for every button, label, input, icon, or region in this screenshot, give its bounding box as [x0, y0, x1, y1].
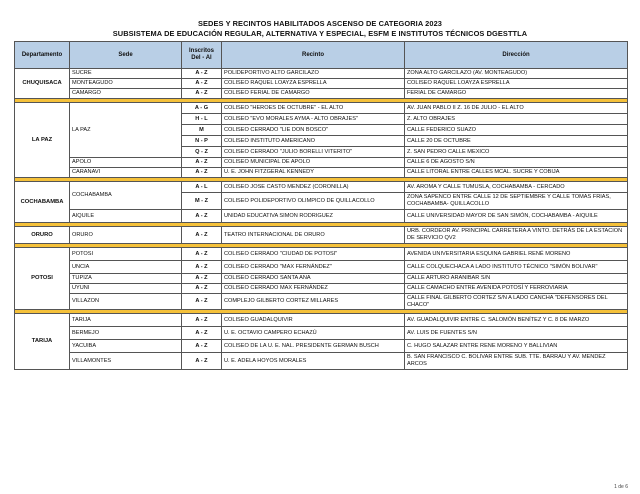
col-departamento: Departamento	[15, 42, 70, 69]
direccion-cell: CALLE COLQUECHACA A LADO INSTITUTO TÉCNICO "SIMÓN BOLIVAR"	[405, 261, 628, 274]
sede-cell: COCHABAMBA	[70, 182, 182, 210]
recinto-cell: COLISEO CERRADO "LIE DON BOSCO"	[222, 125, 405, 136]
col-direccion: Dirección	[405, 42, 628, 69]
sede-cell: CAMARGO	[70, 89, 182, 99]
recinto-cell: COLISEO "HEROES DE OCTUBRE" - EL ALTO	[222, 103, 405, 114]
direccion-cell: CALLE LITORAL ENTRE CALLES MCAL. SUCRE Y COBIJA	[405, 168, 628, 178]
col-inscritos: Inscritos Del - Al	[182, 42, 222, 69]
table-row	[15, 314, 628, 327]
recinto-cell: COLISEO CERRADO MAX FERNÁNDEZ	[222, 284, 405, 294]
direccion-cell: CALLE FINAL GILBERTO CORTEZ S/N A LADO CANCHA "DEFENSORES DEL CHACO"	[405, 294, 628, 310]
inscritos-cell: Q - Z	[182, 147, 222, 158]
sede-cell: BERMEJO	[70, 327, 182, 340]
table-row	[15, 227, 628, 244]
sede-cell: YACUIBA	[70, 340, 182, 353]
direccion-cell: CALLE UNIVERSIDAD MAYOR DE SAN SIMÓN, COCHABAMBA - AIQUILE	[405, 210, 628, 223]
table-row	[15, 294, 628, 310]
recinto-cell: COLISEO CERRADO "MAX FERNÁNDEZ"	[222, 261, 405, 274]
inscritos-cell: A - Z	[182, 89, 222, 99]
sedes-table	[14, 41, 628, 370]
document-title: SEDES Y RECINTOS HABILITADOS ASCENSO DE CATEGORIA 2023	[198, 19, 442, 28]
table-row	[15, 79, 628, 89]
sede-cell: POTOSI	[70, 248, 182, 261]
recinto-cell: U. E. JOHN FITZGERAL KENNEDY	[222, 168, 405, 178]
recinto-cell: U. E. ADELA HOYOS MORALES	[222, 353, 405, 370]
inscritos-cell: A - Z	[182, 294, 222, 310]
direccion-cell: AVENIDA UNIVERSITARIA ESQUINA GABRIEL RENÉ MORENO	[405, 248, 628, 261]
sede-cell: ORURO	[70, 227, 182, 244]
table-row	[15, 158, 628, 168]
recinto-cell: UNIDAD EDUCATIVA SIMON RODRIGUEZ	[222, 210, 405, 223]
sede-cell: APOLO	[70, 158, 182, 168]
departamento-cell: LA PAZ	[15, 103, 70, 178]
inscritos-cell: A - Z	[182, 340, 222, 353]
direccion-cell: Z. SAN PEDRO CALLE MEXICO	[405, 147, 628, 158]
direccion-cell: Z. ALTO OBRAJES	[405, 114, 628, 125]
direccion-cell: COLISEO RAQUEL LOAYZA ESPRELLA	[405, 79, 628, 89]
inscritos-cell: M	[182, 125, 222, 136]
col-recinto: Recinto	[222, 42, 405, 69]
direccion-cell: B. SAN FRANCISCO C. BOLIVAR ENTRE SUB. TTE. BARRAU Y AV. MENDEZ ARCOS	[405, 353, 628, 370]
recinto-cell: COLISEO MUNICIPAL DE APOLO	[222, 158, 405, 168]
table-row	[15, 103, 628, 114]
inscritos-cell: A - Z	[182, 227, 222, 244]
inscritos-cell: A - Z	[182, 284, 222, 294]
direccion-cell: C. HUGO SALAZAR ENTRE RENE MORENO Y BALLIVIAN	[405, 340, 628, 353]
recinto-cell: COLISEO CERRADO "CIUDAD DE POTOSI"	[222, 248, 405, 261]
departamento-cell: ORURO	[15, 227, 70, 244]
recinto-cell: COLISEO JOSE CASTO MENDEZ (CORONILLA)	[222, 182, 405, 193]
recinto-cell: COLISEO CERRADO "JULIO BORELLI VITERITO"	[222, 147, 405, 158]
inscritos-cell: A - Z	[182, 353, 222, 370]
table-header-row	[15, 42, 628, 69]
inscritos-cell: A - Z	[182, 79, 222, 89]
sede-cell: MONTEAGUDO	[70, 79, 182, 89]
table-row	[15, 210, 628, 223]
direccion-cell: URB. CORDEOR AV. PRINCIPAL CARRETERA A VINTO. DETRÁS DE LA ESTACION DE SERVICIO QV2	[405, 227, 628, 244]
table-row	[15, 168, 628, 178]
document-subtitle: SUBSISTEMA DE EDUCACIÓN REGULAR, ALTERNATIVA Y ESPECIAL, ESFM E INSTITUTOS TÉCNICOS DGESTTLA	[112, 29, 528, 38]
recinto-cell: COLISEO INSTITUTO AMERICANO	[222, 136, 405, 147]
direccion-cell: ZONA ALTO GARCILAZO (AV. MONTEAGUDO)	[405, 69, 628, 79]
table-row	[15, 182, 628, 193]
recinto-cell: U. E. OCTAVIO CAMPERO ECHAZÚ	[222, 327, 405, 340]
inscritos-cell: A - G	[182, 103, 222, 114]
recinto-cell: COLISEO FERIAL DE CAMARGO	[222, 89, 405, 99]
table-row	[15, 248, 628, 261]
direccion-cell: AV. AROMA Y CALLE TUMUSLA, COCHABAMBA - CERCADO	[405, 182, 628, 193]
direccion-cell: CALLE FEDERICO SUAZO	[405, 125, 628, 136]
table-row	[15, 327, 628, 340]
recinto-cell: COLISEO POLIDEPORTIVO OLIMPICO DE QUILLACOLLO	[222, 193, 405, 210]
table-row	[15, 284, 628, 294]
departamento-cell: TARIJA	[15, 314, 70, 370]
table-row	[15, 89, 628, 99]
inscritos-cell: A - Z	[182, 69, 222, 79]
sede-cell: CARANAVI	[70, 168, 182, 178]
sede-cell: UYUNI	[70, 284, 182, 294]
table-row	[15, 274, 628, 284]
recinto-cell: COLISEO DE LA U. E. NAL. PRESIDENTE GERMAN BUSCH	[222, 340, 405, 353]
recinto-cell: POLIDEPORTIVO ALTO GARCILAZO	[222, 69, 405, 79]
table-row	[15, 69, 628, 79]
recinto-cell: COLISEO GUADALQUIVIR	[222, 314, 405, 327]
inscritos-cell: A - Z	[182, 248, 222, 261]
table-row	[15, 353, 628, 370]
inscritos-cell: A - L	[182, 182, 222, 193]
sede-cell: TARIJA	[70, 314, 182, 327]
direccion-cell: CALLE CAMACHO ENTRE AVENIDA POTOSÍ Y FERROVIARIA	[405, 284, 628, 294]
direccion-cell: CALLE ARTURO ARANIBAR S/N	[405, 274, 628, 284]
recinto-cell: COLISEO "EVO MORALES AYMA - ALTO OBRAJES"	[222, 114, 405, 125]
direccion-cell: AV. LUIS DE FUENTES S/N	[405, 327, 628, 340]
sede-cell: TUPIZA	[70, 274, 182, 284]
sede-cell: LA PAZ	[70, 103, 182, 158]
inscritos-cell: A - Z	[182, 327, 222, 340]
table-row	[15, 340, 628, 353]
inscritos-cell: A - Z	[182, 314, 222, 327]
inscritos-cell: A - Z	[182, 210, 222, 223]
direccion-cell: CALLE 20 DE OCTUBRE	[405, 136, 628, 147]
direccion-cell: AV. JUAN PABLO II Z. 16 DE JULIO - EL ALTO	[405, 103, 628, 114]
sede-cell: VILLAMONTES	[70, 353, 182, 370]
departamento-cell: CHUQUISACA	[15, 69, 70, 99]
col-sede: Sede	[70, 42, 182, 69]
inscritos-cell: A - Z	[182, 168, 222, 178]
sede-cell: UNCIA	[70, 261, 182, 274]
inscritos-cell: N - P	[182, 136, 222, 147]
direccion-cell: ZONA SAPENCO ENTRE CALLE 12 DE SEPTIEMBRE Y CALLE TOMAS FRIAS, COCHABAMBA- QUILLACOLLO	[405, 193, 628, 210]
direccion-cell: AV. GUADALQUIVIR ENTRE C. SALOMÓN BENÍTEZ Y C. 8 DE MARZO	[405, 314, 628, 327]
inscritos-cell: H - L	[182, 114, 222, 125]
inscritos-cell: A - Z	[182, 158, 222, 168]
sede-cell: AIQUILE	[70, 210, 182, 223]
inscritos-cell: A - Z	[182, 261, 222, 274]
departamento-cell: COCHABAMBA	[15, 182, 70, 223]
sede-cell: VILLAZON	[70, 294, 182, 310]
inscritos-cell: M - Z	[182, 193, 222, 210]
recinto-cell: COLISEO RAQUEL LOAYZA ESPRELLA	[222, 79, 405, 89]
table-row	[15, 261, 628, 274]
direccion-cell: CALLE 6 DE AGOSTO S/N	[405, 158, 628, 168]
page-number: 1 de 6	[614, 484, 628, 490]
inscritos-cell: A - Z	[182, 274, 222, 284]
direccion-cell: FERIAL DE CAMARGO	[405, 89, 628, 99]
sede-cell: SUCRE	[70, 69, 182, 79]
recinto-cell: COLISEO CERRADO SANTA ANA	[222, 274, 405, 284]
recinto-cell: COMPLEJO GILBERTO CORTEZ MILLARES	[222, 294, 405, 310]
departamento-cell: POTOSI	[15, 248, 70, 310]
recinto-cell: TEATRO INTERNACIONAL DE ORURO	[222, 227, 405, 244]
